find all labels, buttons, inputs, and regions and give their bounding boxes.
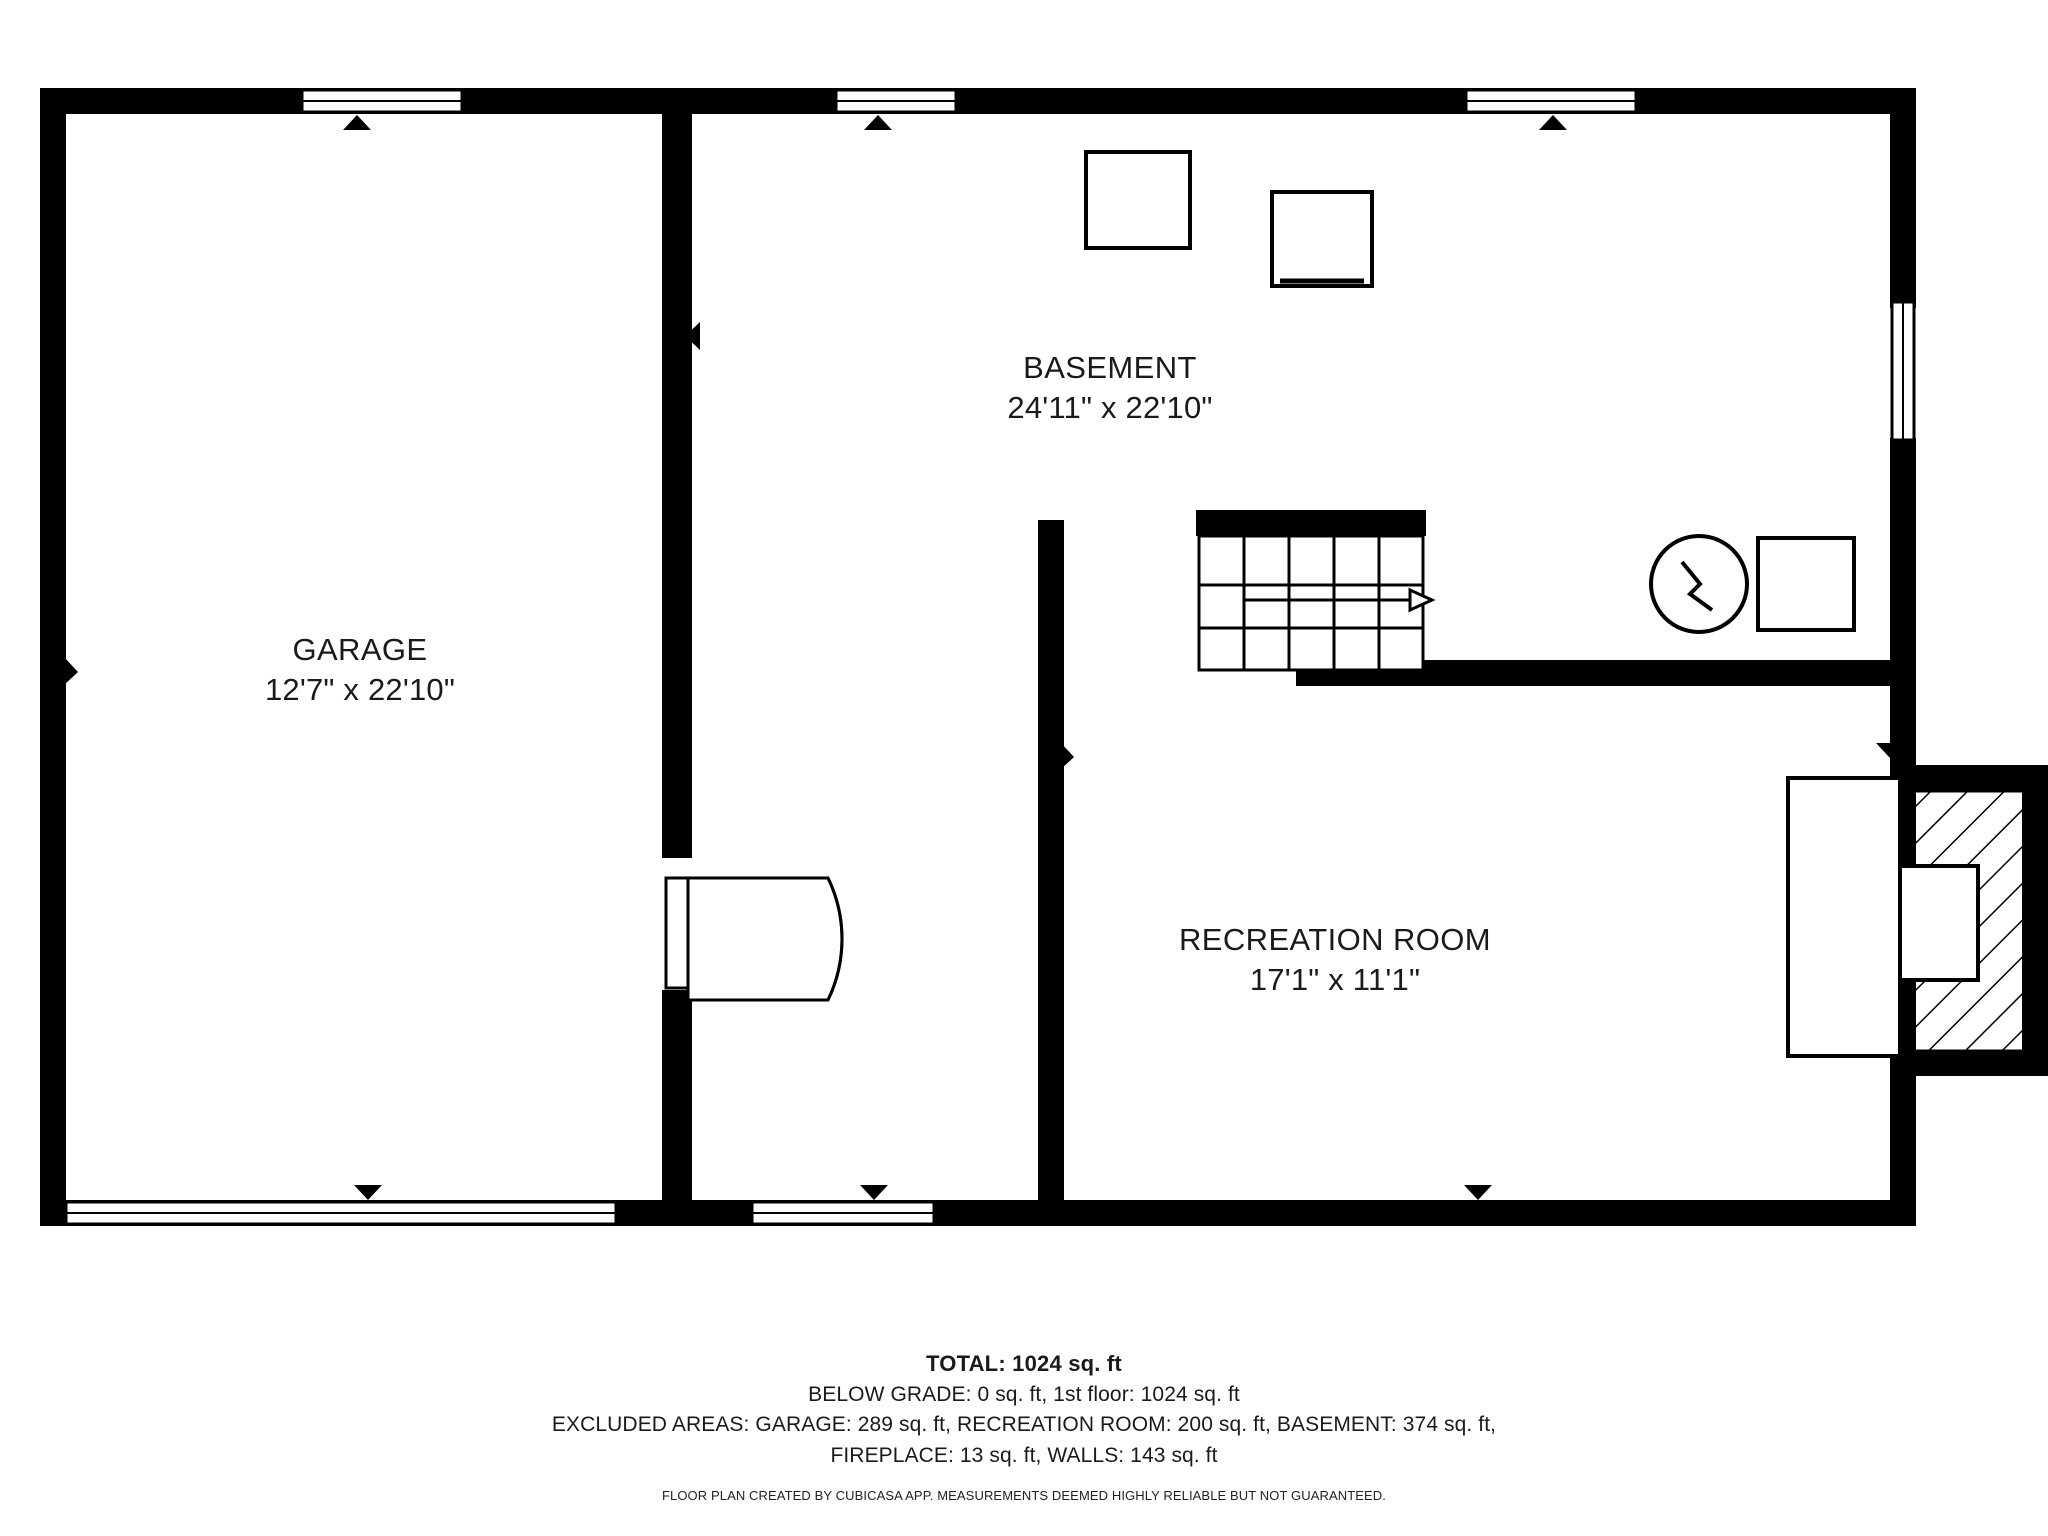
room-dims-garage: 12'7" x 22'10" xyxy=(264,671,456,707)
fireplace xyxy=(1788,778,2024,1056)
room-name-recreation-room: RECREATION ROOM xyxy=(1179,922,1491,957)
excluded-areas-line-2: FIREPLACE: 13 sq. ft, WALLS: 143 sq. ft xyxy=(830,1443,1218,1467)
staircase xyxy=(1196,510,1432,670)
window-basement-top-left xyxy=(836,90,956,112)
room-name-basement: BASEMENT xyxy=(1023,350,1197,385)
grade-breakdown: BELOW GRADE: 0 sq. ft, 1st floor: 1024 sq. ft xyxy=(808,1382,1240,1406)
room-name-garage: GARAGE xyxy=(292,632,428,667)
water-heater xyxy=(1651,536,1747,632)
door-garage-to-basement xyxy=(666,878,842,1000)
furnace xyxy=(1758,538,1854,630)
room-dims-basement: 24'11" x 22'10" xyxy=(1007,389,1213,425)
room-dims-recreation-room: 17'1" x 11'1" xyxy=(1249,961,1421,997)
area-summary xyxy=(0,1348,2048,1471)
window-basement-bottom xyxy=(752,1202,934,1224)
room-label-basement xyxy=(900,348,1320,427)
room-label-recreation-room xyxy=(1105,920,1565,999)
window-basement-right xyxy=(1892,302,1914,440)
total-area: TOTAL: 1024 sq. ft xyxy=(926,1351,1122,1376)
room-label-garage xyxy=(160,630,560,709)
excluded-areas-line-1: EXCLUDED AREAS: GARAGE: 289 sq. ft, RECREATION ROOM: 200 sq. ft, BASEMENT: 374 sq. ft, xyxy=(551,1413,1497,1437)
app-credit xyxy=(0,1487,2048,1506)
window-garage-bottom xyxy=(66,1202,616,1224)
window-garage-top xyxy=(302,90,462,112)
window-basement-top-right xyxy=(1466,90,1636,112)
credit-text: FLOOR PLAN CREATED BY CUBICASA APP. MEASUREMENTS DEEMED HIGHLY RELIABLE BUT NOT GUARANTEED. xyxy=(661,1488,1387,1503)
appliance-washer xyxy=(1086,152,1190,248)
appliance-dryer xyxy=(1272,192,1372,286)
